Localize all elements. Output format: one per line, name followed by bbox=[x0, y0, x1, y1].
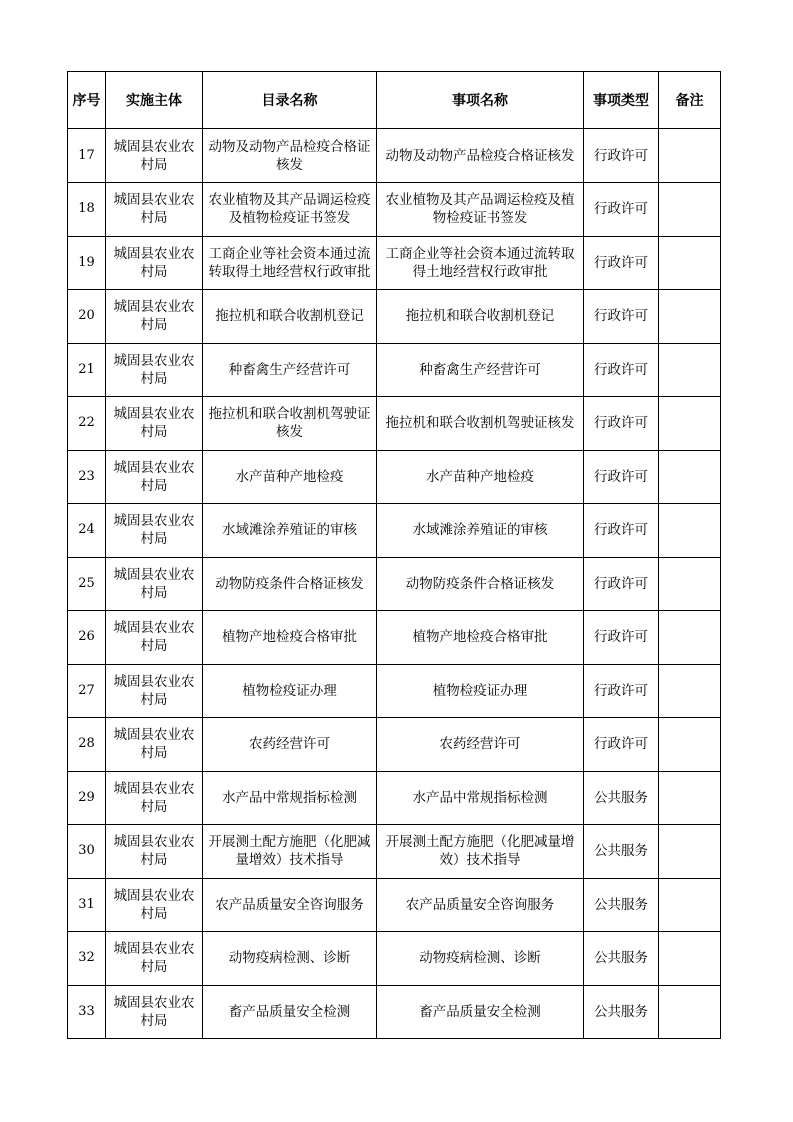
cell-item-name: 水域滩涂养殖证的审核 bbox=[377, 504, 584, 558]
table-row bbox=[68, 504, 721, 558]
document-page bbox=[67, 71, 721, 1039]
cell-serial-no: 25 bbox=[68, 557, 106, 611]
cell-implementing-body: 城固县农业农村局 bbox=[106, 236, 203, 290]
header-remarks: 备注 bbox=[659, 72, 721, 129]
cell-remarks bbox=[659, 183, 721, 237]
table-body bbox=[68, 129, 721, 1039]
header-implementing-body: 实施主体 bbox=[106, 72, 203, 129]
table-row bbox=[68, 236, 721, 290]
cell-item-type: 行政许可 bbox=[584, 557, 659, 611]
cell-serial-no: 28 bbox=[68, 718, 106, 772]
cell-remarks bbox=[659, 343, 721, 397]
cell-item-type: 行政许可 bbox=[584, 718, 659, 772]
cell-implementing-body: 城固县农业农村局 bbox=[106, 183, 203, 237]
service-items-table bbox=[67, 71, 721, 1039]
cell-remarks bbox=[659, 611, 721, 665]
cell-implementing-body: 城固县农业农村局 bbox=[106, 343, 203, 397]
cell-item-type: 行政许可 bbox=[584, 611, 659, 665]
header-item-name: 事项名称 bbox=[377, 72, 584, 129]
header-serial-no: 序号 bbox=[68, 72, 106, 129]
cell-implementing-body: 城固县农业农村局 bbox=[106, 504, 203, 558]
cell-item-type: 公共服务 bbox=[584, 825, 659, 879]
cell-implementing-body: 城固县农业农村局 bbox=[106, 771, 203, 825]
cell-item-name: 植物产地检疫合格审批 bbox=[377, 611, 584, 665]
cell-serial-no: 22 bbox=[68, 397, 106, 451]
cell-implementing-body: 城固县农业农村局 bbox=[106, 718, 203, 772]
cell-item-name: 畜产品质量安全检测 bbox=[377, 985, 584, 1039]
cell-remarks bbox=[659, 932, 721, 986]
cell-remarks bbox=[659, 825, 721, 879]
cell-remarks bbox=[659, 129, 721, 183]
cell-serial-no: 27 bbox=[68, 664, 106, 718]
table-row bbox=[68, 664, 721, 718]
header-catalog-name: 目录名称 bbox=[203, 72, 377, 129]
table-row bbox=[68, 878, 721, 932]
cell-catalog-name: 种畜禽生产经营许可 bbox=[203, 343, 377, 397]
cell-catalog-name: 水域滩涂养殖证的审核 bbox=[203, 504, 377, 558]
table-row bbox=[68, 985, 721, 1039]
cell-catalog-name: 农药经营许可 bbox=[203, 718, 377, 772]
cell-item-type: 行政许可 bbox=[584, 183, 659, 237]
cell-catalog-name: 农产品质量安全咨询服务 bbox=[203, 878, 377, 932]
cell-implementing-body: 城固县农业农村局 bbox=[106, 450, 203, 504]
cell-item-name: 拖拉机和联合收割机驾驶证核发 bbox=[377, 397, 584, 451]
cell-remarks bbox=[659, 718, 721, 772]
cell-item-type: 公共服务 bbox=[584, 771, 659, 825]
table-row bbox=[68, 825, 721, 879]
cell-serial-no: 21 bbox=[68, 343, 106, 397]
cell-implementing-body: 城固县农业农村局 bbox=[106, 932, 203, 986]
cell-item-type: 行政许可 bbox=[584, 397, 659, 451]
cell-catalog-name: 动物及动物产品检疫合格证核发 bbox=[203, 129, 377, 183]
cell-catalog-name: 植物产地检疫合格审批 bbox=[203, 611, 377, 665]
cell-implementing-body: 城固县农业农村局 bbox=[106, 664, 203, 718]
table-row bbox=[68, 290, 721, 344]
cell-implementing-body: 城固县农业农村局 bbox=[106, 290, 203, 344]
cell-catalog-name: 拖拉机和联合收割机驾驶证核发 bbox=[203, 397, 377, 451]
cell-implementing-body: 城固县农业农村局 bbox=[106, 878, 203, 932]
cell-item-name: 种畜禽生产经营许可 bbox=[377, 343, 584, 397]
cell-item-name: 农业植物及其产品调运检疫及植物检疫证书签发 bbox=[377, 183, 584, 237]
cell-remarks bbox=[659, 290, 721, 344]
cell-implementing-body: 城固县农业农村局 bbox=[106, 557, 203, 611]
cell-remarks bbox=[659, 236, 721, 290]
table-row bbox=[68, 932, 721, 986]
cell-remarks bbox=[659, 664, 721, 718]
cell-item-type: 公共服务 bbox=[584, 985, 659, 1039]
cell-catalog-name: 开展测土配方施肥（化肥减量增效）技术指导 bbox=[203, 825, 377, 879]
table-row bbox=[68, 183, 721, 237]
cell-serial-no: 32 bbox=[68, 932, 106, 986]
cell-catalog-name: 动物防疫条件合格证核发 bbox=[203, 557, 377, 611]
cell-catalog-name: 水产苗种产地检疫 bbox=[203, 450, 377, 504]
cell-item-type: 行政许可 bbox=[584, 664, 659, 718]
cell-serial-no: 24 bbox=[68, 504, 106, 558]
cell-serial-no: 30 bbox=[68, 825, 106, 879]
cell-serial-no: 29 bbox=[68, 771, 106, 825]
cell-serial-no: 31 bbox=[68, 878, 106, 932]
cell-remarks bbox=[659, 504, 721, 558]
cell-implementing-body: 城固县农业农村局 bbox=[106, 825, 203, 879]
table-row bbox=[68, 771, 721, 825]
cell-serial-no: 26 bbox=[68, 611, 106, 665]
cell-serial-no: 33 bbox=[68, 985, 106, 1039]
header-item-type: 事项类型 bbox=[584, 72, 659, 129]
cell-remarks bbox=[659, 771, 721, 825]
cell-item-name: 动物防疫条件合格证核发 bbox=[377, 557, 584, 611]
cell-catalog-name: 动物疫病检测、诊断 bbox=[203, 932, 377, 986]
cell-implementing-body: 城固县农业农村局 bbox=[106, 985, 203, 1039]
cell-item-type: 行政许可 bbox=[584, 343, 659, 397]
cell-catalog-name: 拖拉机和联合收割机登记 bbox=[203, 290, 377, 344]
cell-item-type: 行政许可 bbox=[584, 236, 659, 290]
cell-item-name: 动物及动物产品检疫合格证核发 bbox=[377, 129, 584, 183]
table-row bbox=[68, 718, 721, 772]
cell-serial-no: 23 bbox=[68, 450, 106, 504]
cell-item-type: 行政许可 bbox=[584, 290, 659, 344]
cell-serial-no: 18 bbox=[68, 183, 106, 237]
cell-item-type: 行政许可 bbox=[584, 129, 659, 183]
cell-remarks bbox=[659, 878, 721, 932]
table-row bbox=[68, 450, 721, 504]
cell-item-name: 拖拉机和联合收割机登记 bbox=[377, 290, 584, 344]
cell-implementing-body: 城固县农业农村局 bbox=[106, 129, 203, 183]
cell-item-name: 水产品中常规指标检测 bbox=[377, 771, 584, 825]
cell-implementing-body: 城固县农业农村局 bbox=[106, 397, 203, 451]
table-row bbox=[68, 557, 721, 611]
table-row bbox=[68, 611, 721, 665]
cell-item-type: 行政许可 bbox=[584, 450, 659, 504]
cell-serial-no: 17 bbox=[68, 129, 106, 183]
cell-item-name: 农产品质量安全咨询服务 bbox=[377, 878, 584, 932]
cell-catalog-name: 植物检疫证办理 bbox=[203, 664, 377, 718]
cell-catalog-name: 畜产品质量安全检测 bbox=[203, 985, 377, 1039]
cell-item-name: 水产苗种产地检疫 bbox=[377, 450, 584, 504]
cell-catalog-name: 工商企业等社会资本通过流转取得土地经营权行政审批 bbox=[203, 236, 377, 290]
cell-item-name: 工商企业等社会资本通过流转取得土地经营权行政审批 bbox=[377, 236, 584, 290]
cell-catalog-name: 水产品中常规指标检测 bbox=[203, 771, 377, 825]
cell-item-name: 动物疫病检测、诊断 bbox=[377, 932, 584, 986]
cell-item-name: 农药经营许可 bbox=[377, 718, 584, 772]
table-row bbox=[68, 397, 721, 451]
cell-remarks bbox=[659, 397, 721, 451]
cell-item-type: 公共服务 bbox=[584, 878, 659, 932]
cell-catalog-name: 农业植物及其产品调运检疫及植物检疫证书签发 bbox=[203, 183, 377, 237]
table-row bbox=[68, 343, 721, 397]
cell-item-name: 开展测土配方施肥（化肥减量增效）技术指导 bbox=[377, 825, 584, 879]
cell-remarks bbox=[659, 450, 721, 504]
cell-item-type: 行政许可 bbox=[584, 504, 659, 558]
cell-item-type: 公共服务 bbox=[584, 932, 659, 986]
cell-implementing-body: 城固县农业农村局 bbox=[106, 611, 203, 665]
table-row bbox=[68, 129, 721, 183]
cell-serial-no: 19 bbox=[68, 236, 106, 290]
cell-item-name: 植物检疫证办理 bbox=[377, 664, 584, 718]
cell-remarks bbox=[659, 557, 721, 611]
cell-remarks bbox=[659, 985, 721, 1039]
cell-serial-no: 20 bbox=[68, 290, 106, 344]
table-header-row bbox=[68, 72, 721, 129]
